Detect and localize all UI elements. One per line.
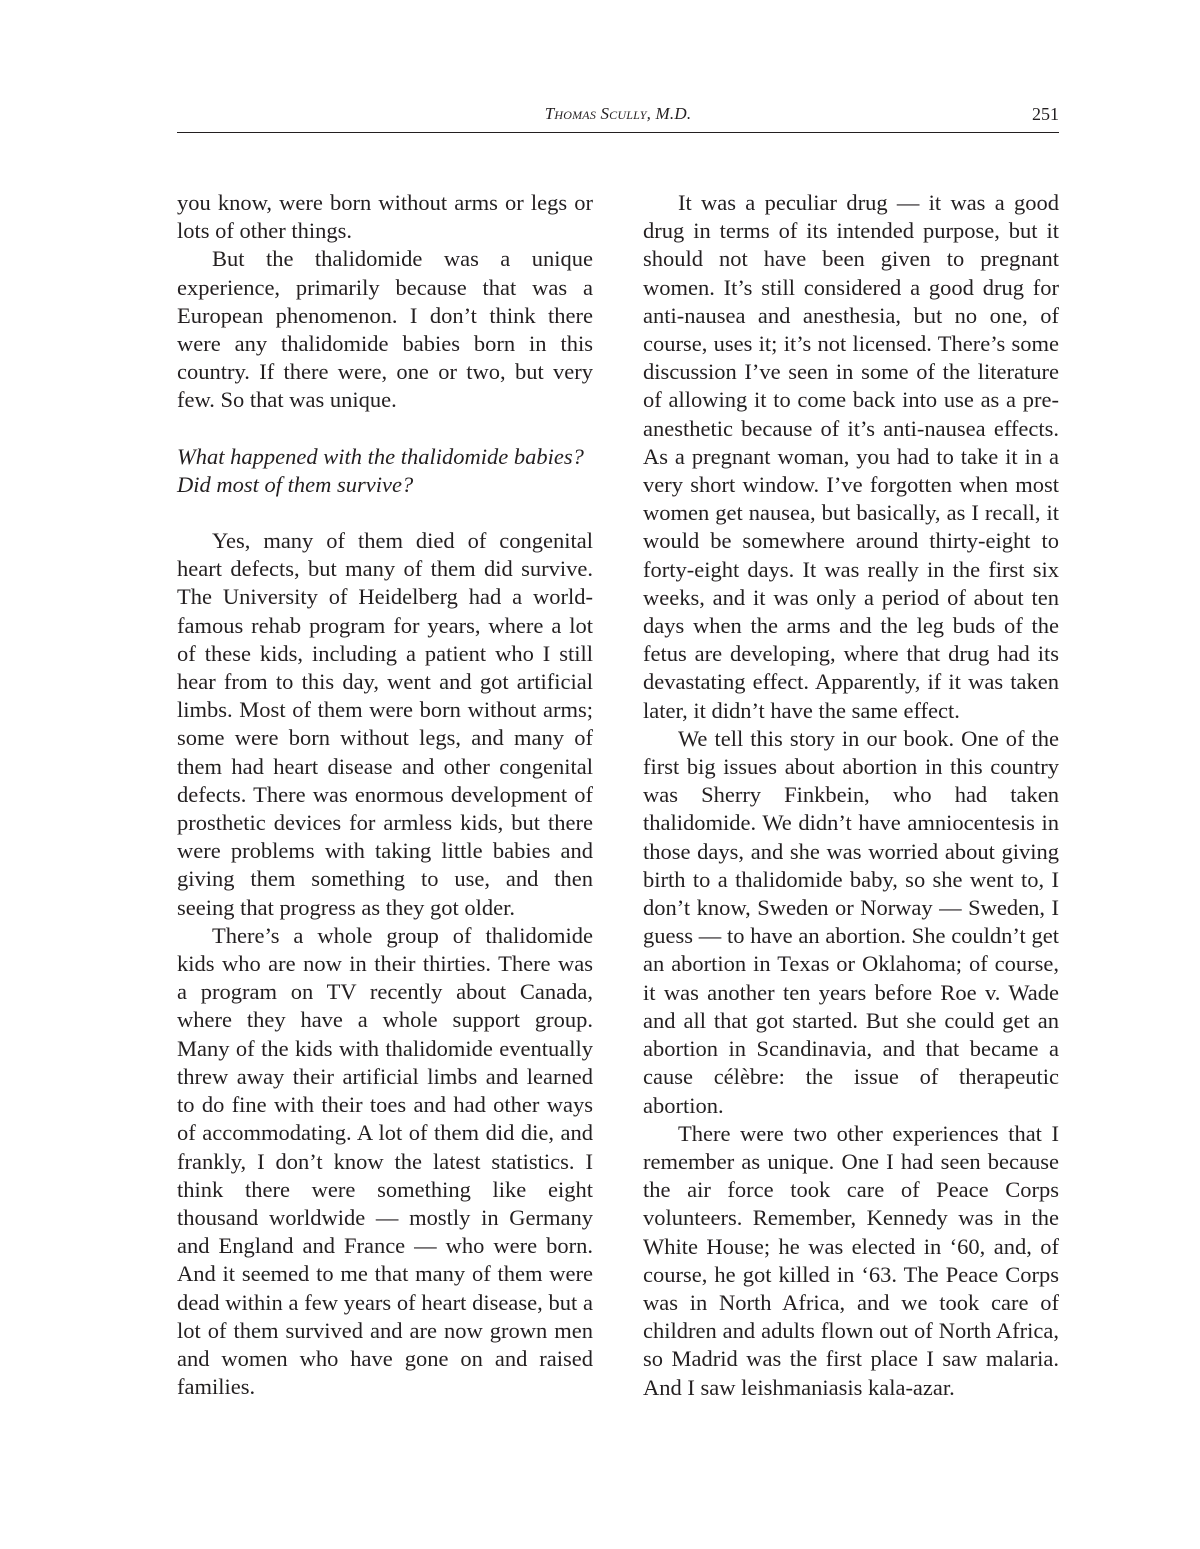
paragraph: There’s a whole group of thalidomide kids who are now in their thirties. There was a program on TV recently about Canada, where they have a whole support group. Many of the kids with thalidomide eventually threw away their artificial limbs and learned to do fine with their toes and had other ways of accommodating. A lot of them did die, and frankly, I don’t know the latest statistics. I think there were something like eight thousand worldwide — mostly in Germany and England and France — who were born. And it seemed to me that many of them were dead within a few years of heart disease, but a lot of them survived and are now grown men and women who have gone on and raised families. [177,922,593,1400]
paragraph: We tell this story in our book. One of the first big issues about abortion in this country was Sherry Finkbein, who had taken thalidomide. We didn’t have amniocentesis in those days, and she was worried about giving birth to a thalidomide baby, so she went to, I don’t know, Sweden or Norway — Sweden, I guess — to have an abortion. She couldn’t get an abortion in Texas or Oklahoma; of course, it was another ten years before Roe v. Wade and all that got started. But she could get an abortion in Scandinavia, and that became a cause célèbre: the issue of therapeutic abortion. [643,725,1059,1118]
paragraph: It was a peculiar drug — it was a good drug in terms of its intended purpose, but it should not have been given to pregnant women. It’s still considered a good drug for anti-nausea and anesthesia, but no one, of course, uses it; it’s not licensed. There’s some discussion I’ve seen in some of the literature of allowing it to come back into use as a pre-anesthetic because of it’s anti-nausea effects. As a pregnant woman, you had to take it in a very short window. I’ve forgotten when most women get nausea, but basically, as I recall, it would be somewhere around thirty-eight to forty-eight days. It was really in the first six weeks, and it was only a period of about ten days when the arms and the leg buds of the fetus are developing, where that drug had its devastating effect. Apparently, if it was taken later, it didn’t have the same effect. [643,190,1059,723]
paragraph: you know, were born without arms or legs or lots of other things. [177,190,593,244]
interview-question: What happened with the thalidomide babies? Did most of them survive? [177,443,584,497]
running-head [177,100,1059,132]
left-column [177,189,593,1401]
paragraph: There were two other experiences that I remember as unique. One I had seen because the air force took care of Peace Corps volunteers. Remember, Kennedy was in the White House; he was elected in ‘60, and, of course, he got killed in ‘63. The Peace Corps was in North Africa, and we took care of children and adults flown out of North Africa, so Madrid was the first place I saw malaria. And I saw leishmaniasis kala-azar. [643,1120,1059,1400]
header-rule [177,132,1059,133]
paragraph: But the thalidomide was a unique experience, primarily because that was a European phenomenon. I don’t think there were any thalidomide babies born in this country. If there were, one or two, but very few. So that was unique. [177,246,593,413]
running-title [177,104,1059,124]
running-title-text: Thomas Scully, M.D. [544,104,692,123]
paragraph: Yes, many of them died of congenital heart defects, but many of them did survive. The University of Heidelberg had a world-famous rehab program for years, where a lot of these kids, including a patient who I still hear from to this day, went and got artificial limbs. Most of them were born without arms; some were born without legs, and many of them had heart disease and other congenital defects. There was enormous development of prosthetic devices for armless kids, but there were problems with taking little babies and giving them something to use, and then seeing that progress as they got older. [177,528,593,920]
page-number: 251 [1032,104,1059,124]
right-column [643,189,1059,1402]
